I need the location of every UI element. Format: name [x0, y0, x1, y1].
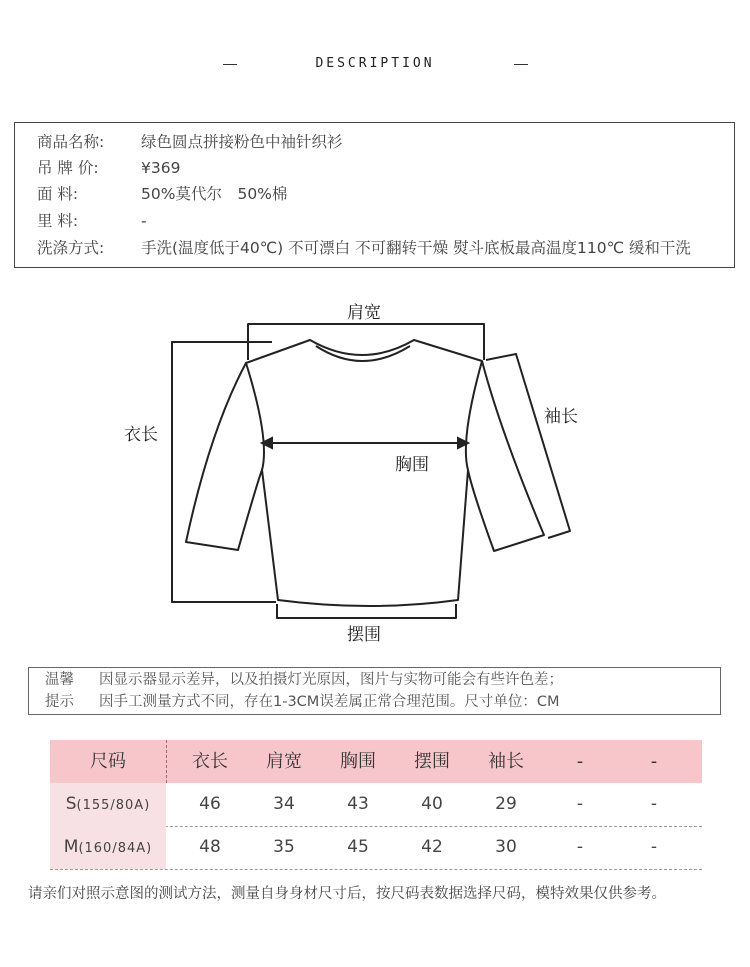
table-cell: -: [576, 794, 584, 814]
table-row: [50, 783, 702, 827]
size-letter: M: [63, 837, 79, 857]
size-sub: (155/80A): [76, 798, 151, 813]
info-row-price: [37, 156, 180, 180]
info-row-name: [37, 130, 343, 154]
hem-label: 摆围: [347, 625, 381, 645]
table-header-cell: -: [576, 751, 584, 772]
table-cell: -: [576, 837, 584, 857]
notice-row: [45, 669, 563, 691]
size-sub: (160/84A): [78, 841, 153, 856]
info-label: 吊 牌 价:: [37, 159, 99, 177]
notice-text: 因显示器显示差异，以及拍摄灯光原因，图片与实物可能会有些许色差；: [99, 672, 563, 688]
notice-row: [45, 691, 559, 713]
table-header-cell: 尺码: [50, 740, 167, 783]
table-row: [50, 826, 702, 870]
info-value: 50%莫代尔 50%棉: [141, 185, 288, 203]
info-row-lining: [37, 209, 147, 233]
info-value: 手洗(温度低于40℃) 不可漂白 不可翻转干燥 熨斗底板最高温度110℃ 缓和干洗: [141, 239, 691, 257]
info-value: ¥369: [141, 159, 181, 177]
table-cell: 42: [421, 837, 443, 857]
table-header-cell: -: [650, 751, 658, 772]
section-title: DESCRIPTION: [315, 56, 435, 71]
info-label: 商品名称:: [37, 133, 105, 151]
info-row-washing: [37, 236, 691, 260]
table-cell: 48: [199, 837, 221, 857]
notice-label: 提示: [45, 694, 74, 710]
info-label: 洗涤方式:: [37, 239, 105, 257]
size-cell: [50, 783, 166, 826]
table-cell: 30: [495, 837, 517, 857]
table-cell: 40: [421, 794, 443, 814]
table-header-cell: 衣长: [192, 751, 228, 772]
length-label: 衣长: [124, 425, 158, 445]
right-sleeve: [468, 361, 544, 551]
table-cell: 29: [495, 794, 517, 814]
size-letter: S: [65, 794, 77, 814]
table-cell: -: [650, 837, 658, 857]
table-header-cell: 摆围: [414, 751, 450, 772]
notice-text: 因手工测量方式不同，存在1-3CM误差属正常合理范围。尺寸单位：CM: [99, 694, 560, 710]
info-row-fabric: [37, 182, 287, 206]
info-label: 里 料:: [37, 212, 79, 230]
sleeve-measure-line: [486, 354, 570, 538]
garment-outline: [246, 340, 482, 606]
table-cell: 45: [347, 837, 369, 857]
table-cell: -: [650, 794, 658, 814]
shoulder-label: 肩宽: [347, 303, 381, 323]
left-sleeve: [186, 363, 262, 550]
notice-label: 温馨: [45, 672, 74, 688]
header-left-dash: [223, 64, 237, 65]
table-cell: 46: [199, 794, 221, 814]
table-header-cell: 袖长: [488, 751, 524, 772]
table-header-cell: 胸围: [340, 751, 376, 772]
table-header-row: [50, 740, 702, 783]
sleeve-label: 袖长: [544, 407, 578, 427]
footnote: 请亲们对照示意图的测试方法，测量自身身材尺寸后，按尺码表数据选择尺码，模特效果仅供参考。: [28, 886, 666, 902]
table-cell: 43: [347, 794, 369, 814]
size-cell: [50, 826, 166, 869]
info-value: 绿色圆点拼接粉色中袖针织衫: [141, 133, 343, 151]
table-header-cell: 肩宽: [266, 751, 302, 772]
notice-box: [28, 667, 721, 715]
product-info-box: [14, 122, 735, 268]
table-cell: 35: [273, 837, 295, 857]
garment-diagram: [0, 280, 750, 650]
chest-label: 胸围: [395, 455, 429, 475]
info-label: 面 料:: [37, 185, 79, 203]
header-right-dash: [514, 64, 528, 65]
info-value: -: [141, 212, 147, 230]
table-cell: 34: [273, 794, 295, 814]
